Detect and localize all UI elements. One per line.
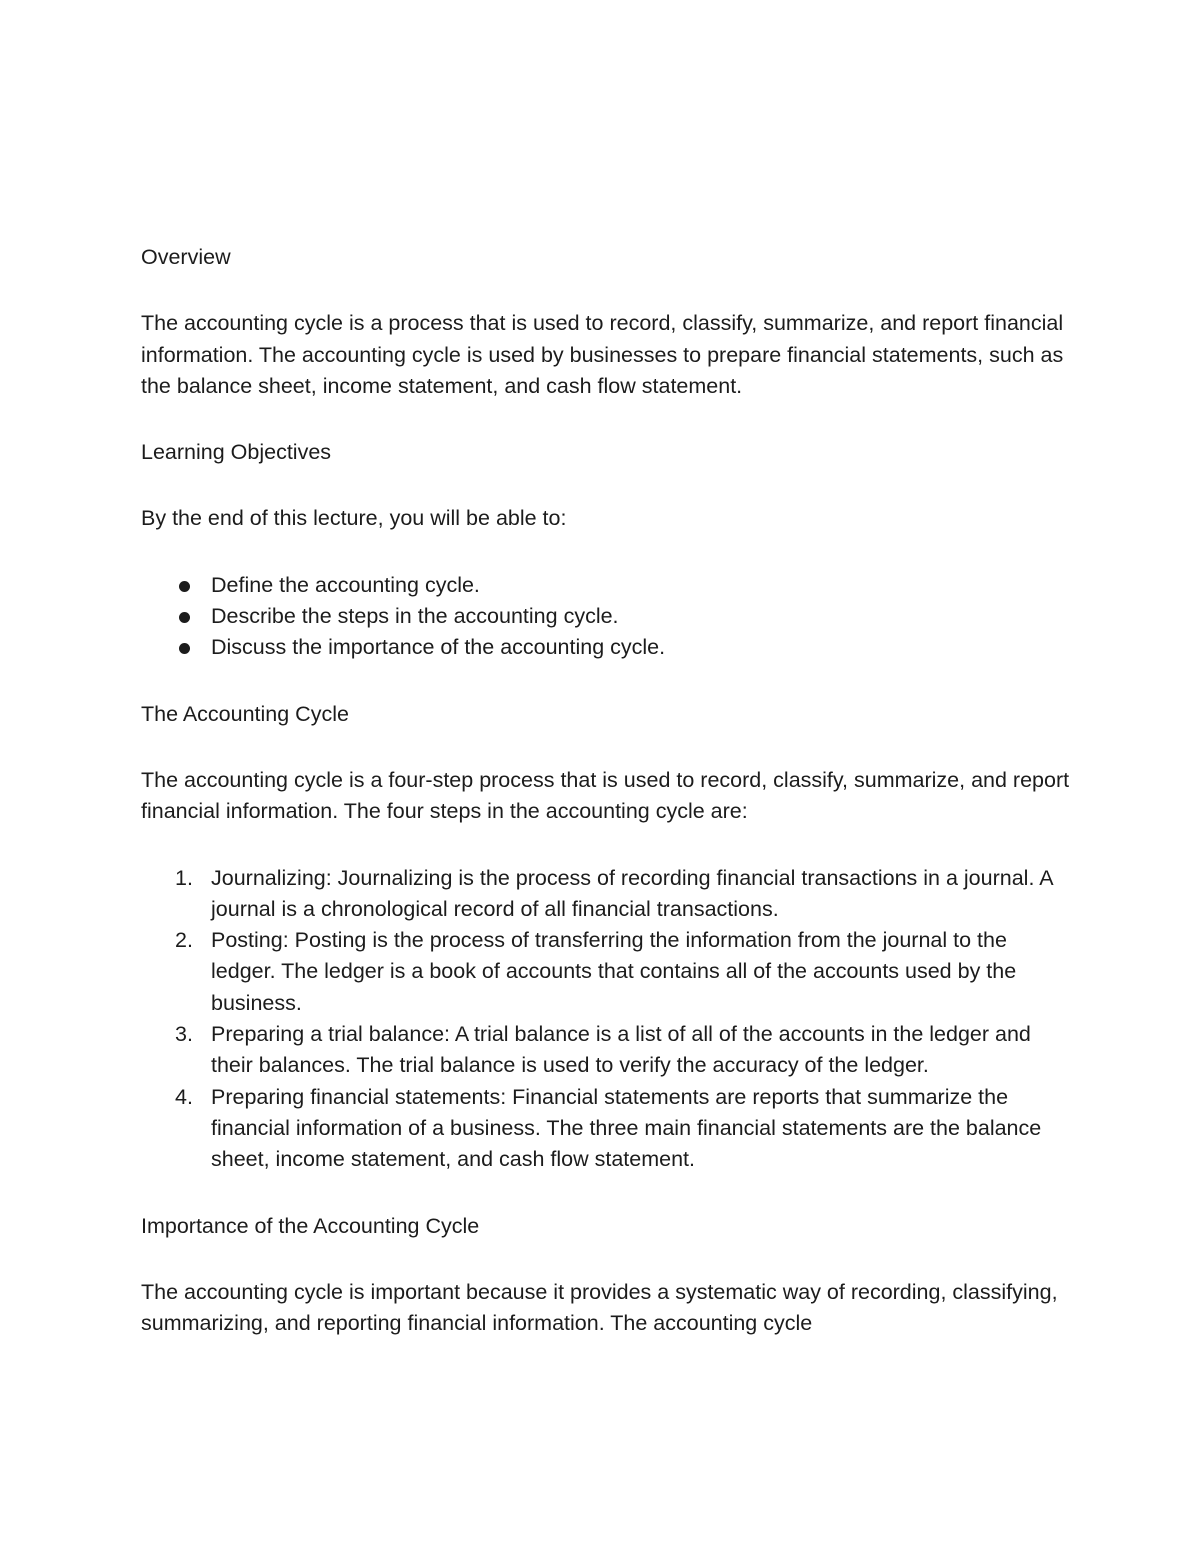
step-item (141, 863, 1071, 926)
learning-objectives-heading: Learning Objectives (141, 440, 332, 465)
step-item (141, 1019, 1071, 1082)
step-text: Preparing financial statements: Financial statements are reports that summarize the financial information of a business. The three main financial statements are the balance sheet, income statement, and cash flow statement. (211, 1084, 1042, 1172)
step-number: 2. (175, 928, 193, 953)
step-text: Journalizing: Journalizing is the process of recording financial transactions in a journal. A journal is a chronological record of all financial transactions. (211, 865, 1053, 921)
bullet-icon (179, 643, 190, 654)
accounting-cycle-heading: The Accounting Cycle (141, 701, 349, 726)
importance-heading: Importance of the Accounting Cycle (141, 1213, 480, 1238)
objective-text: Define the accounting cycle. (211, 572, 480, 597)
objective-text: Discuss the importance of the accounting cycle. (211, 635, 666, 660)
step-number: 3. (175, 1022, 193, 1047)
objectives-list (141, 570, 1071, 664)
objective-text: Describe the steps in the accounting cycle. (211, 604, 619, 629)
objective-item (141, 570, 1071, 601)
importance-paragraph: The accounting cycle is important because it provides a systematic way of recording, classifying, summarizing, and reporting financial information. The accounting cycle (141, 1279, 1058, 1336)
overview-heading: Overview (141, 245, 231, 269)
step-item (141, 1082, 1071, 1176)
overview-paragraph: The accounting cycle is a process that is used to record, classify, summarize, and report financial information. The accounting cycle is used by businesses to prepare financial statements, such as the balance sheet, income statement, and cash flow statement. (141, 311, 1064, 398)
steps-list (141, 863, 1071, 1176)
objective-item (141, 601, 1071, 632)
step-number: 4. (175, 1084, 193, 1109)
document-page (141, 242, 1071, 1374)
objective-item (141, 632, 1071, 663)
bullet-icon (179, 581, 190, 592)
objectives-intro: By the end of this lecture, you will be able to: (141, 506, 567, 531)
bullet-icon (179, 612, 190, 623)
step-item (141, 925, 1071, 1019)
step-text: Preparing a trial balance: A trial balance is a list of all of the accounts in the ledger and their balances. The trial balance is used to verify the accuracy of the ledger. (211, 1022, 1031, 1078)
accounting-cycle-intro: The accounting cycle is a four-step process that is used to record, classify, summarize, and report financial information. The four steps in the accounting cycle are: (141, 767, 1070, 824)
step-number: 1. (175, 865, 193, 890)
step-text: Posting: Posting is the process of transferring the information from the journal to the ledger. The ledger is a book of accounts that contains all of the accounts used by the business. (211, 928, 1017, 1015)
